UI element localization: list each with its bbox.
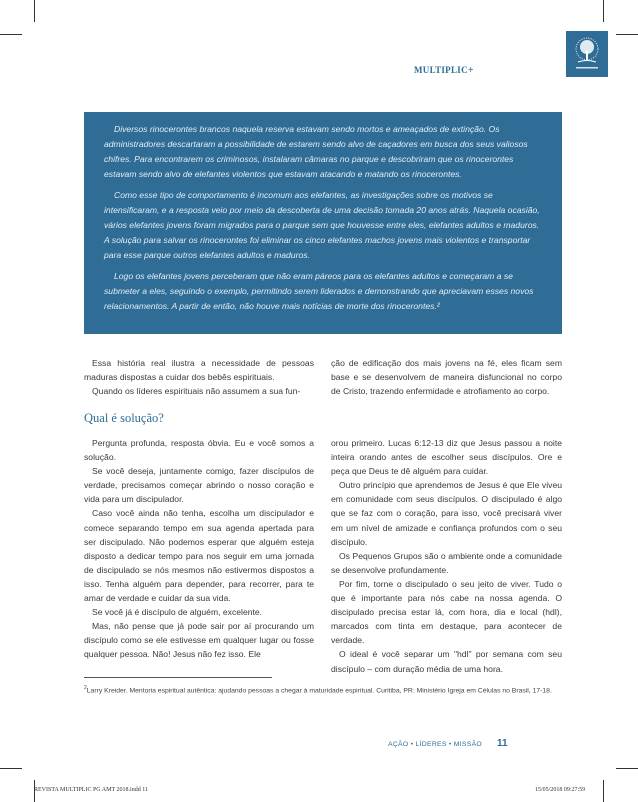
crop-mark — [0, 768, 22, 769]
intro-left-column — [84, 356, 314, 398]
section-right-column — [331, 436, 562, 676]
print-slug-file: REVISTA MULTIPLIC PG AMT 2018.indd 11 — [34, 787, 148, 793]
body-paragraph: Se você deseja, juntamente comigo, fazer discípulos de verdade, precisamos começar abrindo o nosso coração e vida para um discipulador. — [84, 466, 314, 505]
crop-mark — [603, 0, 604, 22]
footnote-mark: 2 — [84, 685, 87, 691]
crop-mark — [0, 34, 22, 35]
story-box — [84, 112, 562, 334]
magazine-brand: MULTIPLIC+ — [414, 65, 474, 76]
crop-mark — [34, 0, 35, 22]
tree-logo — [566, 31, 608, 77]
body-paragraph: Quando os líderes espirituais não assumem a sua fun- — [92, 386, 301, 397]
body-paragraph: Outro princípio que aprendemos de Jesus é que Ele viveu em comunidade com seus discípulos. O discipulado é algo que se faz com o coração, para isso, você precisará viver em um nível de amizade e confiança profundos com o seu discípulo. — [331, 480, 562, 547]
footnote — [84, 683, 562, 696]
section-title: Qual é solução? — [84, 411, 164, 425]
body-paragraph: Pergunta profunda, resposta óbvia. Eu e você somos a solução. — [84, 438, 314, 463]
crop-mark — [616, 34, 638, 35]
body-paragraph: Se você já é discípulo de alguém, excelente. — [92, 607, 263, 618]
intro-right-column — [331, 356, 562, 398]
body-paragraph: Essa história real ilustra a necessidade de pessoas maduras dispostas a cuidar dos bebês espirituais. — [84, 358, 314, 383]
body-paragraph: orou primeiro. Lucas 6:12-13 diz que Jesus passou a noite inteira orando antes de escolher seus discípulos. Ore e peça que Deus te dê alguém para cuidar. — [331, 438, 562, 477]
body-paragraph: Caso você ainda não tenha, escolha um discipulador e comece separando tempo em sua agenda apertada para ser discipulado. Não podemos esperar que alguém esteja disposto a dedicar tempo para nos seguir em uma jornada de discipulado se nós mesmos não estivermos dispostos a isso. Tenha alguém para depender, para recorrer, para te amar de verdade e cuidar da sua vida. — [84, 508, 314, 604]
body-paragraph: Por fim, torne o discipulado o seu jeito de viver. Tudo o que é importante para nós cabe na nossa agenda. O discipulado precisa estar lá, com hora, dia e local (hdl), marcados com tinta em destaque, para acontecer de verdade. — [331, 578, 562, 646]
body-paragraph: ção de edificação dos mais jovens na fé, eles ficam sem base e se desenvolvem de maneira disfuncional no corpo de Cristo, trazendo enfermidade e atrofiamento ao corpo. — [331, 358, 562, 397]
footnote-text: Larry Kreider. Mentoria espiritual autêntica: ajudando pessoas a chegar à maturidade espiritual. Curitiba, PR: Ministério Igreja em Células no Brasil, 17-18. — [86, 687, 552, 695]
crop-mark — [603, 780, 604, 802]
print-slug-date: 15/05/2018 09:27:59 — [535, 787, 586, 793]
section-left-column — [84, 436, 314, 662]
footer-tagline: AÇÃO • LÍDERES • MISSÃO — [388, 741, 482, 748]
body-paragraph: Mas, não pense que já pode sair por aí procurando um discípulo como se ele estivesse em qualquer lugar ou fosse qualquer pessoa. Não! Jesus não fez isso. Ele — [84, 621, 314, 660]
page-number: 11 — [497, 738, 508, 749]
body-paragraph: Os Pequenos Grupos são o ambiente onde a comunidade se desenvolve profundamente. — [331, 550, 562, 575]
crop-mark — [616, 768, 638, 769]
story-paragraph: Como esse tipo de comportamento é incomum aos elefantes, as investigações sobre os motivos se intensificaram, e a resposta veio por meio da descoberta de uma decisão tomada 20 anos atrás. Naquela ocasião, vários elefantes jovens foram migrados para o parque sem que houvesse entre eles, elefantes adultos e maduros. A solução para salvar os rinocerontes foi eliminar os cinco elefantes machos jovens mais violentos e transportar para esse parque outros elefantes adultos e maduros. — [104, 190, 540, 260]
story-paragraph: Diversos rinocerontes brancos naquela reserva estavam sendo mortos e ameaçados de extinção. Os administradores descartaram a possibilidade de estarem sendo alvo de caçadores em busca dos seus valiosos chifres. Para encontrarem os criminosos, instalaram câmaras no parque e descobriram que os rinocerontes estavam sendo alvo de elefantes violentos que estavam atacando e matando os rinocerontes. — [104, 124, 528, 179]
body-paragraph: O ideal é você separar um "hdl" por semana com seu discípulo – com duração média de uma hora. — [331, 649, 562, 674]
footnote-divider — [84, 677, 272, 678]
story-paragraph: Logo os elefantes jovens perceberam que não eram páreos para os elefantes adultos e começaram a se submeter a eles, seguindo o exemplo, permitindo serem liderados e demonstrando que apreciavam esses novos relacionamentos. A partir de então, não houve mais notícias de morte dos rinocerontes.² — [104, 271, 534, 311]
